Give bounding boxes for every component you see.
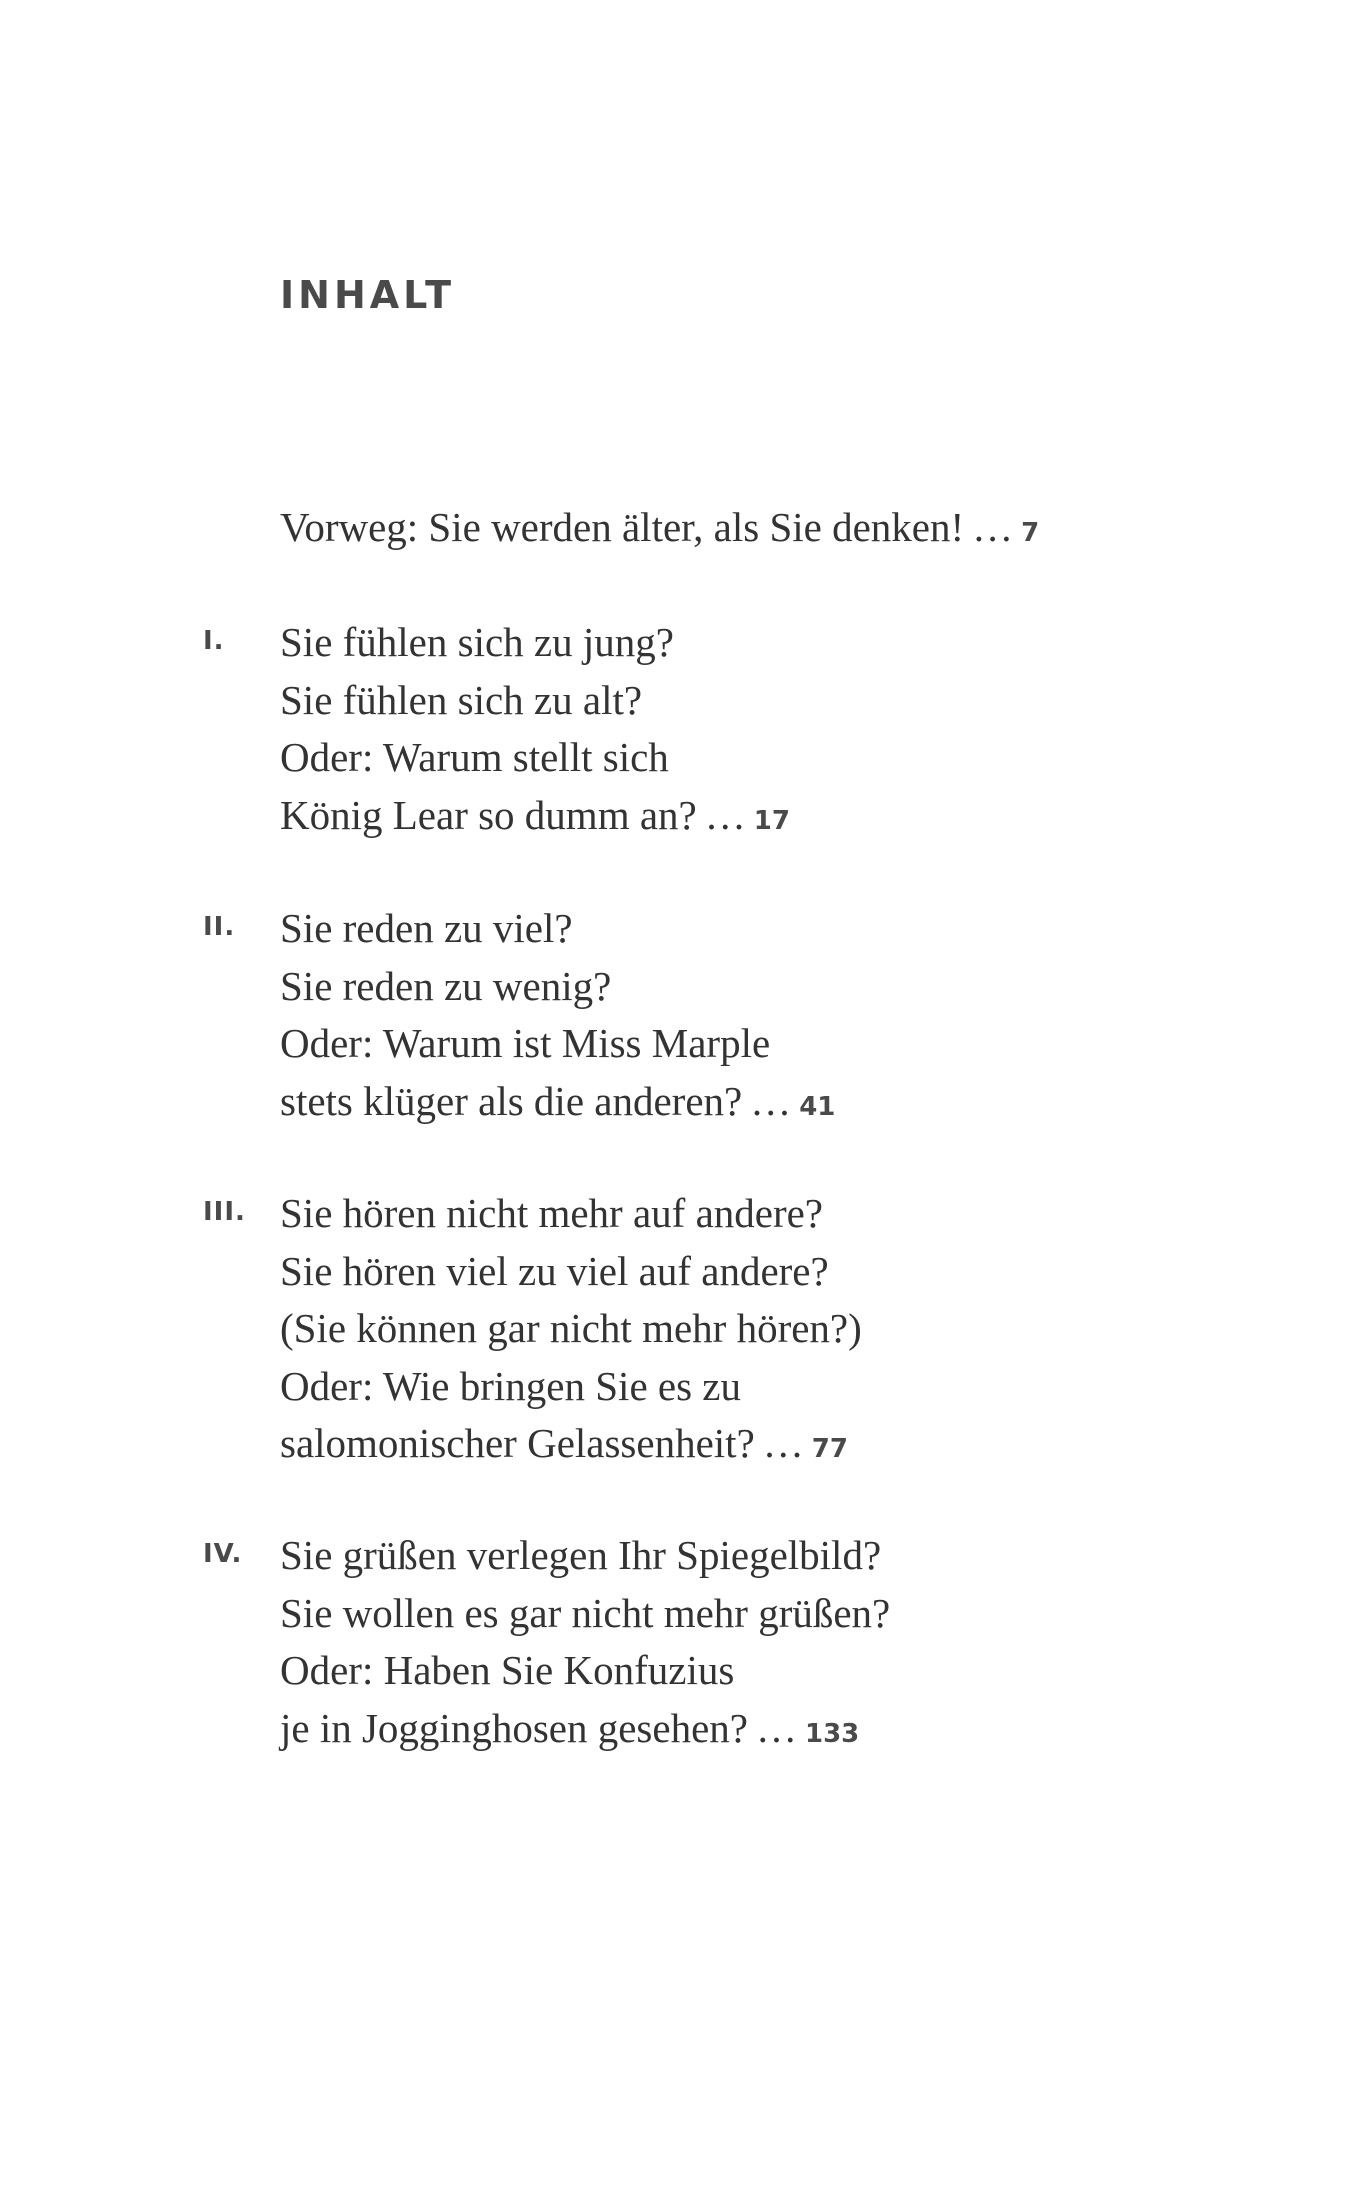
toc-line: Vorweg: Sie werden älter, als Sie denken! … 7 [280, 504, 1040, 550]
chapter-numeral: I. [203, 626, 225, 656]
toc-ellipsis: … [972, 504, 1014, 550]
toc-line: Sie hören nicht mehr auf andere? [280, 1190, 824, 1236]
toc-line: Sie fühlen sich zu jung? [280, 619, 674, 665]
toc-entry-text [280, 1527, 890, 1757]
toc-line: Sie hören viel zu viel auf andere? [280, 1247, 829, 1294]
toc-entry-text [280, 499, 1039, 557]
toc-line: salomonischer Gelassenheit? … 77 [280, 1420, 848, 1466]
toc-line: je in Jogginghosen gesehen? … 133 [280, 1704, 860, 1751]
chapter-numeral: III. [203, 1197, 246, 1227]
toc-page-number: 133 [804, 1718, 860, 1749]
toc-line: Sie reden zu wenig? [280, 962, 612, 1009]
toc-entry-text [280, 900, 835, 1130]
toc-line: Oder: Haben Sie Konfuzius [280, 1647, 735, 1693]
toc-line: Oder: Warum stellt sich [280, 734, 669, 780]
toc-entry-text [280, 614, 790, 844]
toc-page-number: 7 [1021, 518, 1040, 548]
chapter-numeral: IV. [203, 1539, 243, 1569]
toc-page-number: 41 [799, 1091, 836, 1122]
toc-line: Sie wollen es gar nicht mehr grüßen? [280, 1589, 891, 1636]
page-title: INHALT [280, 273, 455, 317]
toc-page-number: 17 [753, 805, 790, 836]
toc-line: König Lear so dumm an? … 17 [280, 791, 790, 838]
toc-line: Sie grüßen verlegen Ihr Spiegelbild? [280, 1532, 882, 1578]
toc-ellipsis: … [750, 1077, 792, 1124]
chapter-numeral: II. [203, 912, 236, 942]
toc-line: Oder: Warum ist Miss Marple [280, 1020, 771, 1066]
toc-page-number: 77 [811, 1434, 848, 1464]
toc-line: stets klüger als die anderen? … 41 [280, 1077, 836, 1124]
toc-ellipsis: … [704, 791, 746, 838]
toc-line: Oder: Wie bringen Sie es zu [280, 1362, 741, 1409]
toc-entry-text [280, 1185, 862, 1473]
toc-line: (Sie können gar nicht mehr hören?) [280, 1305, 862, 1351]
toc-ellipsis: … [755, 1704, 797, 1751]
toc-line: Sie fühlen sich zu alt? [280, 676, 643, 723]
toc-ellipsis: … [762, 1420, 804, 1466]
toc-line: Sie reden zu viel? [280, 905, 573, 951]
